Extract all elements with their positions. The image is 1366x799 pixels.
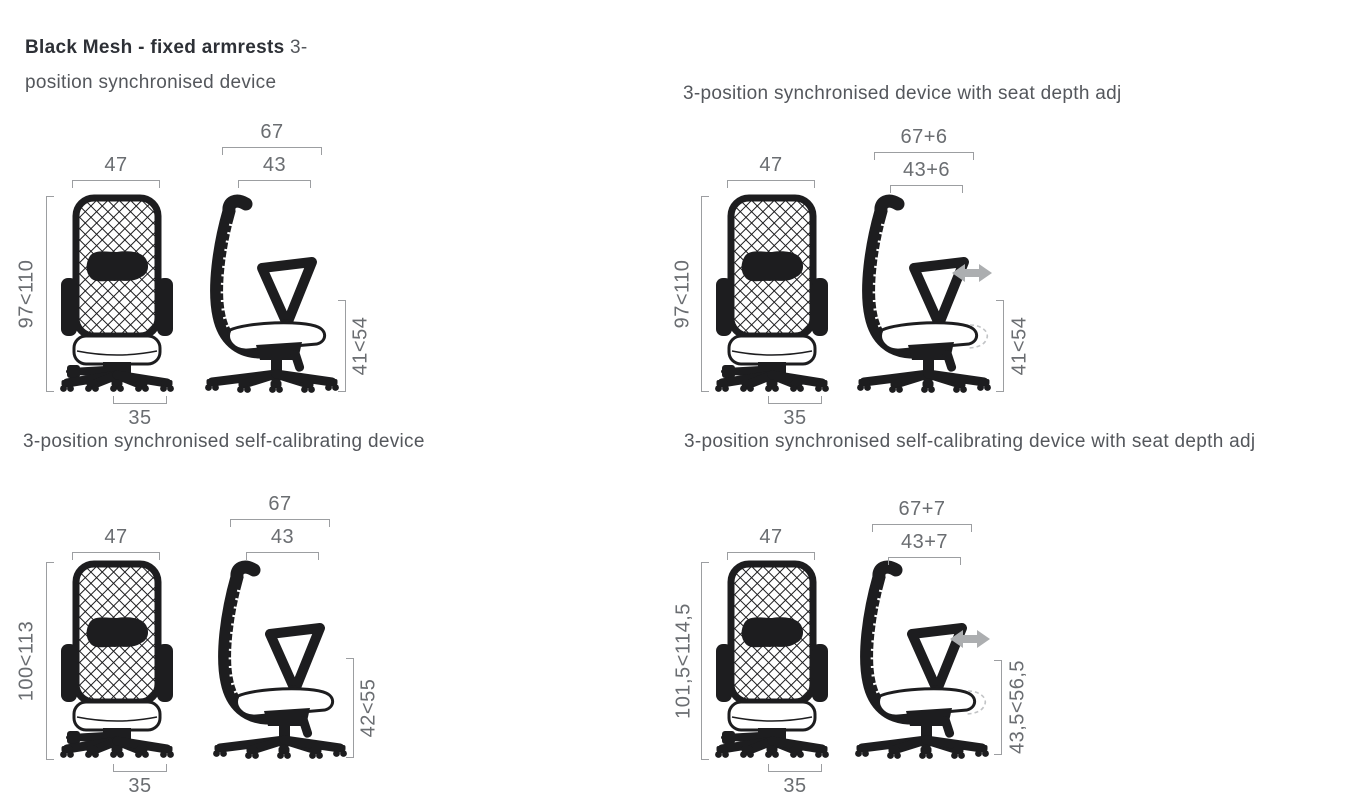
section-title-text: 3-position synchronised self-calibrating device with seat depth adj [684,431,1256,452]
chair-front-drawing [57,560,177,760]
dim-label: 47 [104,526,128,548]
dim-label: 43 [270,526,295,548]
dim-label: 35 [783,407,807,429]
dim-label: 47 [104,154,128,176]
dimension-bracket [113,396,167,404]
dim-label: 35 [128,407,152,429]
chair-front-icon [715,198,829,392]
dim-front-width [727,526,815,560]
dim-label: 47 [759,154,783,176]
section-title-text-line2: position synchronised device [25,72,277,93]
chair-side-drawing [852,194,1002,394]
dim-overall-depth [872,498,972,532]
dimension-bracket [238,180,311,188]
dim-label: 42<55 [357,678,380,738]
dim-seat-height-bracket [346,658,354,758]
chair-side-drawing [208,560,358,760]
chair-front-drawing [57,194,177,394]
dim-label: 67 [268,493,292,515]
dim-seat-height-bracket [996,300,1004,392]
section-title-text: 3- [290,37,308,58]
chair-front-drawing [712,194,832,394]
dim-label: 35 [128,775,152,797]
dim-label: 97<110 [15,259,38,329]
dim-label: 43,5<56,5 [1006,659,1029,755]
dimension-bracket [72,552,160,560]
dim-seat-depth [888,531,961,565]
chair-front-icon [60,564,174,758]
dimension-bracket [727,180,815,188]
dim-seat-depth [238,154,311,188]
dim-seat-depth [246,526,319,560]
dim-base-width [768,764,822,798]
dim-label: 97<110 [671,259,694,329]
dimension-bracket [246,552,319,560]
dimension-bracket [888,557,961,565]
chair-front-icon [715,564,829,758]
product-name: Black Mesh - fixed armrests [25,37,285,58]
dim-front-height-bracket [46,562,54,760]
section-title-text: 3-position synchronised self-calibrating device [23,431,425,452]
dim-label: 43 [262,154,287,176]
dimension-bracket [768,764,822,772]
dim-overall-depth [230,493,330,527]
dim-label: 41<54 [349,316,372,376]
dimension-bracket [72,180,160,188]
dim-overall-depth [874,126,974,160]
dim-front-width [72,526,160,560]
section-title-text: 3-position synchronised device with seat depth adj [683,83,1122,104]
chair-side-icon [857,201,991,393]
dim-seat-height-bracket [994,660,1002,755]
dim-front-width [727,154,815,188]
chair-front-drawing [712,560,832,760]
dim-front-height-bracket [701,196,709,392]
section-title-top-left [25,30,308,100]
dim-base-width [113,764,167,798]
dim-seat-height-bracket [338,300,346,392]
dim-label: 101,5<114,5 [672,603,695,719]
chair-side-drawing [850,560,1000,760]
dim-overall-depth [222,121,322,155]
chair-side-icon [855,567,989,759]
dim-label: 100<113 [15,620,38,702]
section-title-top-right [683,76,1122,111]
section-title-bottom-left [23,424,425,459]
dim-front-height-bracket [701,562,709,760]
dim-label: 43+6 [902,159,951,181]
dimension-bracket [890,185,963,193]
chair-side-drawing [200,194,350,394]
chair-front-icon [60,198,174,392]
dim-front-height-bracket [46,196,54,392]
dim-label: 47 [759,526,783,548]
dim-label: 67 [260,121,284,143]
dim-label: 43+7 [900,531,949,553]
chair-side-icon [205,201,339,393]
dimension-bracket [768,396,822,404]
dim-front-width [72,154,160,188]
dim-label: 67+6 [900,126,948,148]
dim-label: 67+7 [898,498,946,520]
section-title-bottom-right [684,424,1255,459]
chair-side-icon [213,567,347,759]
dim-label: 35 [783,775,807,797]
dim-label: 41<54 [1008,316,1031,376]
dimension-bracket [727,552,815,560]
dimension-bracket [113,764,167,772]
dim-seat-depth [890,159,963,193]
